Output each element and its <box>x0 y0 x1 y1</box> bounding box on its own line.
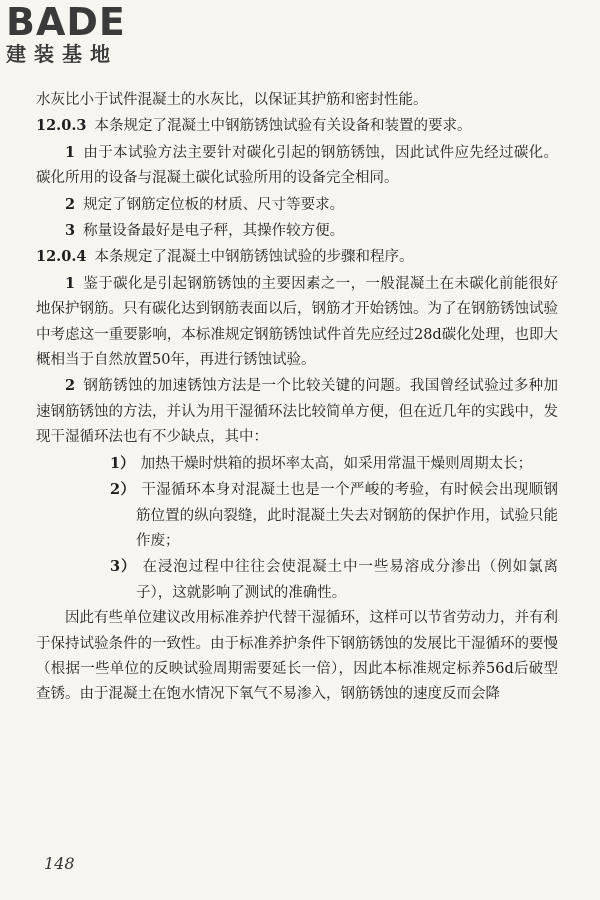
logo-brand: BADE <box>6 0 126 44</box>
clause-text: 本条规定了混凝土中钢筋锈蚀试验有关设备和装置的要求。 <box>94 118 472 135</box>
item-paragraph <box>36 373 558 450</box>
clause-number: 12.0.3 <box>36 117 87 135</box>
item-number: 3 <box>65 222 76 240</box>
item-number: 2 <box>65 195 76 213</box>
clause-text: 本条规定了混凝土中钢筋锈蚀试验的步骤和程序。 <box>94 249 414 266</box>
list-item-number: 3） <box>110 558 137 576</box>
list-item-text: 干湿循环本身对混凝土也是一个严峻的考验，有时候会出现顺钢筋位置的纵向裂缝，此时混凝土失去对钢筋的保护作用，试验只能作废； <box>136 482 559 549</box>
clause-number: 12.0.4 <box>36 248 87 266</box>
list-item-text: 在浸泡过程中往往会使混凝土中一些易溶成分渗出（例如氯离子），这就影响了测试的准确性。 <box>136 559 559 601</box>
closing-paragraph: 因此有些单位建议改用标准养护代替干湿循环，这样可以节省劳动力，并有利于保持试验条件的一致性。由于标准养护条件下钢筋锈蚀的发展比干湿循环的要慢（根据一些单位的反映试验周期需要延长一倍），因此本标准规定标养56d后破型查锈。由于混凝土在饱水情况下氧气不易渗入，钢筋锈蚀的速度反而会降 <box>36 610 558 703</box>
list-item-number: 1） <box>110 454 135 472</box>
item-paragraph <box>36 271 558 374</box>
item-number: 1 <box>65 143 76 161</box>
item-text: 鉴于碳化是引起钢筋锈蚀的主要因素之一，一般混凝土在未碳化前能很好地保护钢筋。只有碳化达到钢筋表面以后，钢筋才开始锈蚀。为了在钢筋锈蚀试验中考虑这一重要影响，本标准规定钢筋锈蚀试件首先应经过28d碳化处理，也即大概相当于自然放置50年，再进行锈蚀试验。 <box>36 275 558 369</box>
item-text: 规定了钢筋定位板的材质、尺寸等要求。 <box>83 196 345 213</box>
page-body <box>36 88 558 708</box>
item-text: 钢筋锈蚀的加速锈蚀方法是一个比较关键的问题。我国曾经试验过多种加速钢筋锈蚀的方法，并认为用干湿循环法比较简单方便，但在近几年的实践中，发现干湿循环法也有不少缺点，其中： <box>36 378 558 446</box>
page-number: 148 <box>44 854 75 873</box>
list-item-text: 加热干燥时烘箱的损坏率太高，如采用常温干燥则周期太长； <box>140 455 533 472</box>
list-item <box>36 477 558 554</box>
paragraph-continued: 水灰比小于试件混凝土的水灰比，以保证其护筋和密封性能。 <box>36 92 428 108</box>
item-paragraph <box>36 218 558 244</box>
item-text: 称量设备最好是电子秤，其操作较方便。 <box>83 223 345 240</box>
clause-12-0-3 <box>36 113 558 139</box>
clause-12-0-4 <box>36 244 558 270</box>
publisher-logo <box>6 2 126 66</box>
item-paragraph <box>36 140 558 192</box>
item-text: 由于本试验方法主要针对碳化引起的钢筋锈蚀，因此试件应先经过碳化。碳化所用的设备与混凝土碳化试验所用的设备完全相同。 <box>36 144 558 187</box>
list-item <box>36 554 558 606</box>
logo-subtitle: 建装基地 <box>6 42 118 66</box>
item-number: 2 <box>65 377 76 395</box>
list-item-number: 2） <box>110 481 136 499</box>
item-number: 1 <box>65 274 76 292</box>
list-item <box>36 451 558 477</box>
item-paragraph <box>36 192 558 218</box>
